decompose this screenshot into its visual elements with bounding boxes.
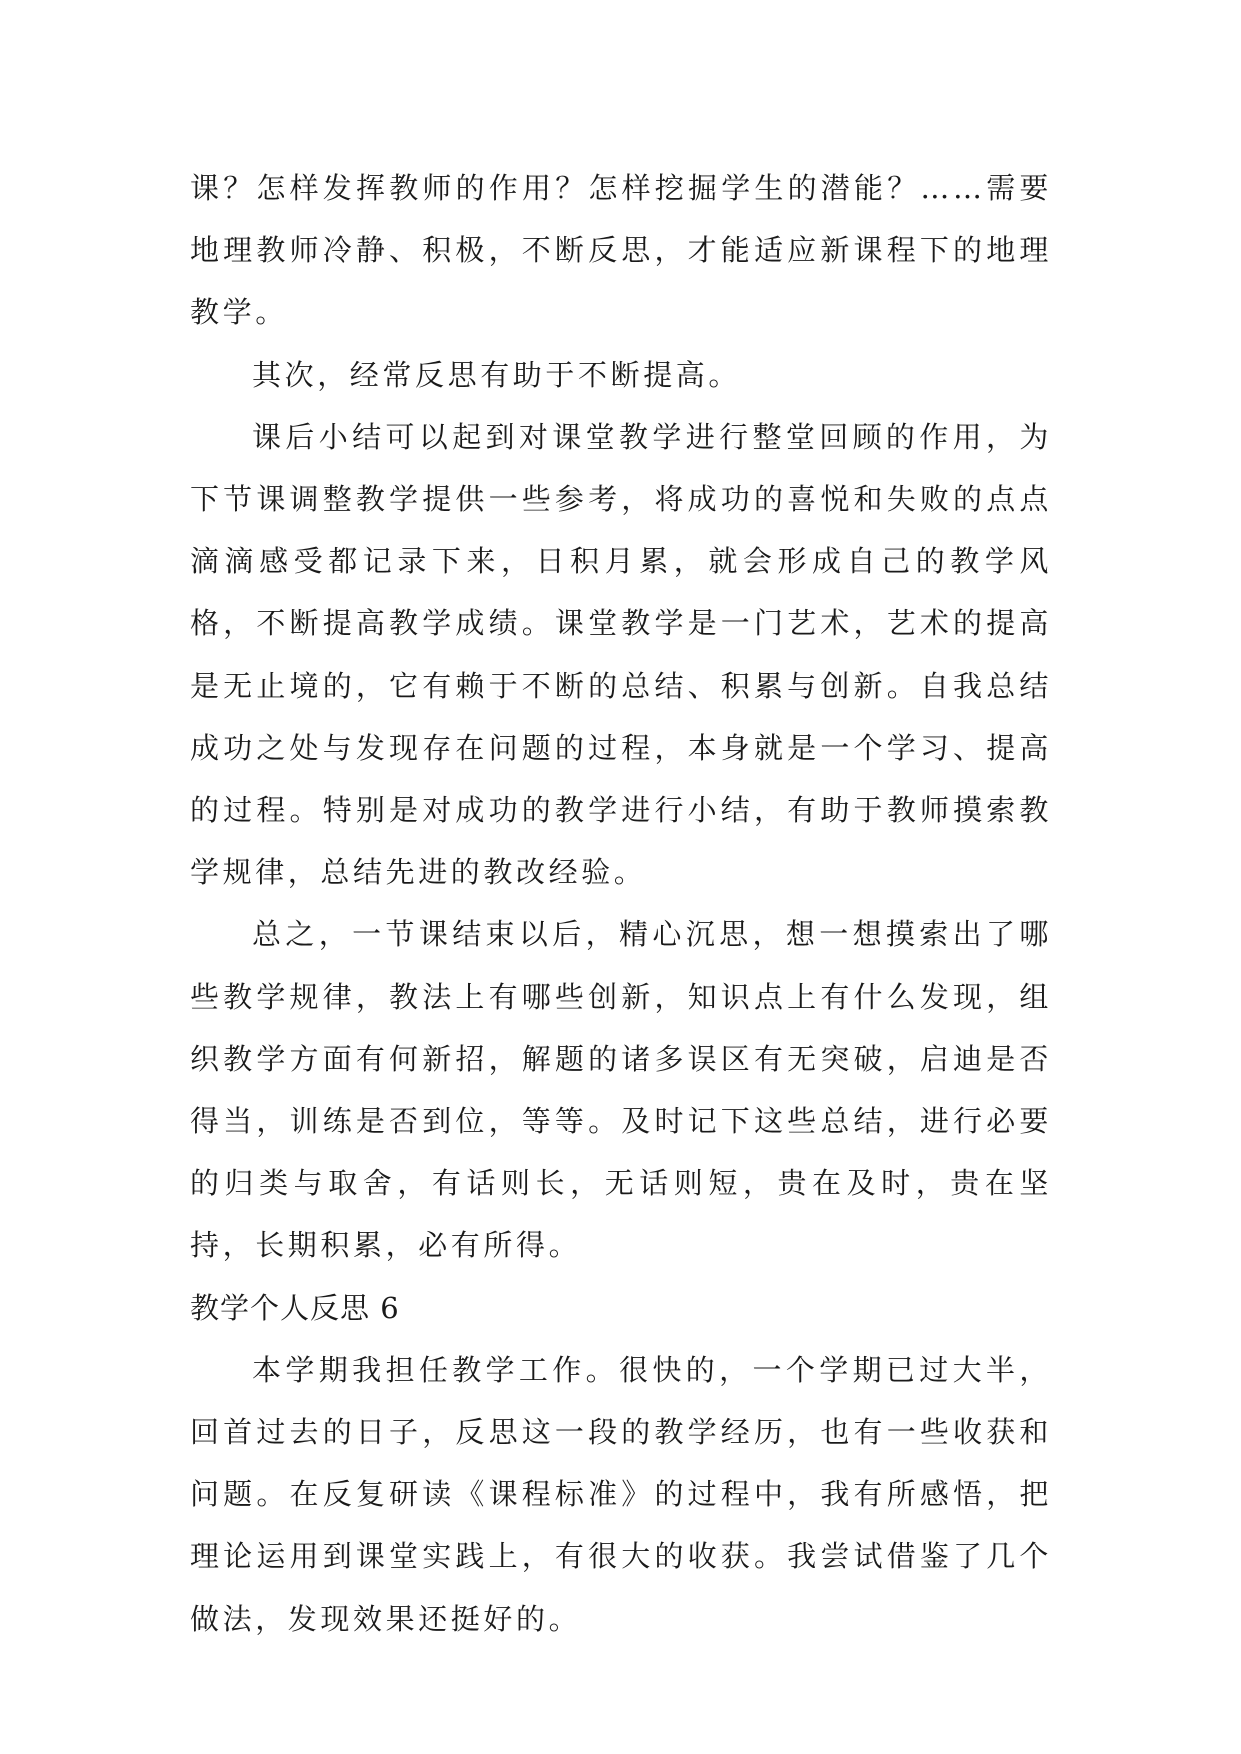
section-heading: 教学个人反思 6 (190, 1290, 400, 1325)
paragraph-section-intro: 本学期我担任教学工作。很快的，一个学期已过大半，回首过去的日子，反思这一段的教学经历，也有一些收获和问题。在反复研读《课程标准》的过程中，我有所感悟，把理论运用到课堂实践上，有很大的收获。我尝试借鉴了几个做法，发现效果还挺好的。 (190, 1352, 1052, 1636)
paragraph-continuation: 课？怎样发挥教师的作用？怎样挖掘学生的潜能？……需要地理教师冷静、积极，不断反思，才能适应新课程下的地理教学。 (190, 171, 1052, 330)
paragraph-conclusion: 总之，一节课结束以后，精心沉思，想一想摸索出了哪些教学规律，教法上有哪些创新，知识点上有什么发现，组织教学方面有何新招，解题的诸多误区有无突破，启迪是否得当，训练是否到位，等等。及时记下这些总结，进行必要的归类与取舍，有话则长，无话则短，贵在及时，贵在坚持，长期积累，必有所得。 (190, 917, 1052, 1263)
paragraph-lesson-summary: 课后小结可以起到对课堂教学进行整堂回顾的作用，为下节课调整教学提供一些参考，将成功的喜悦和失败的点点滴滴感受都记录下来，日积月累，就会形成自己的教学风格，不断提高教学成绩。课堂教学是一门艺术，艺术的提高是无止境的，它有赖于不断的总结、积累与创新。自我总结成功之处与发现存在问题的过程，本身就是一个学习、提高的过程。特别是对成功的教学进行小结，有助于教师摸索教学规律，总结先进的教改经验。 (190, 419, 1052, 890)
document-body (190, 157, 1052, 1650)
paragraph-second-point: 其次，经常反思有助于不断提高。 (252, 357, 742, 392)
